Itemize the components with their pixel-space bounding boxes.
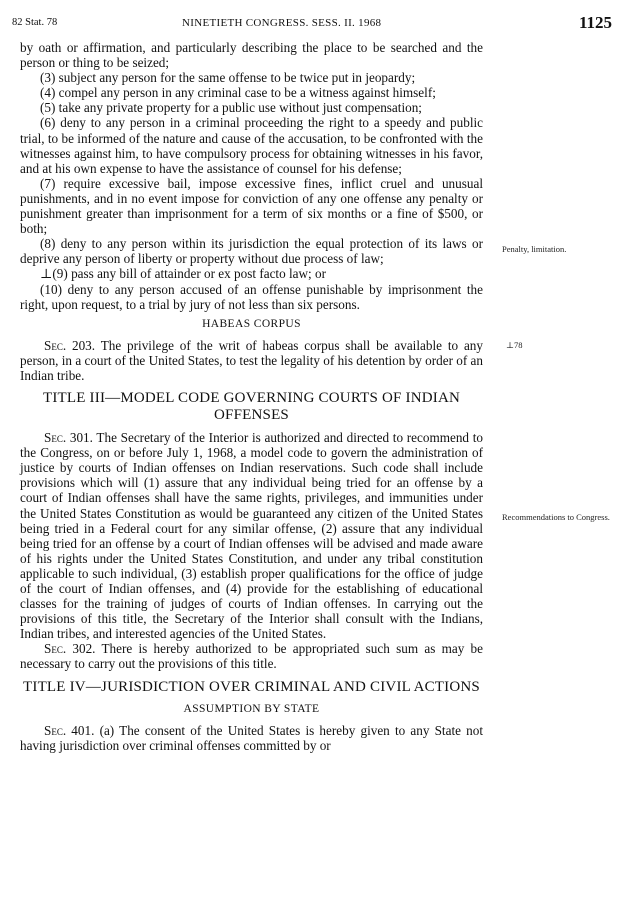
assumption-heading: ASSUMPTION BY STATE	[183, 702, 320, 715]
section-302	[20, 641, 483, 671]
margin-note-page-ref: ⊥78	[506, 340, 523, 350]
section-301-label: Sec. 301.	[44, 430, 93, 446]
habeas-heading: HABEAS CORPUS	[202, 317, 301, 330]
section-401-label: Sec. 401.	[44, 722, 95, 738]
margin-note-recommendations: Recommendations to Congress.	[502, 512, 610, 522]
running-head: NINETIETH CONGRESS. SESS. II. 1968	[182, 17, 382, 29]
title-3-heading: TITLE III—MODEL CODE GOVERNING COURTS OF INDIAN OFFENSES	[42, 390, 461, 424]
section-401	[20, 723, 483, 753]
page-header	[12, 13, 612, 35]
section-203-text: The privilege of the writ of habeas corpus shall be available to any person, in a court of the United States, to test the legality of his detention by order of an Indian tribe.	[20, 337, 483, 383]
clause-10: (10) deny to any person accused of an offense punishable by imprisonment the right, upon request, to a trial by jury of not less than six persons.	[20, 281, 483, 312]
clause-9: ⊥(9) pass any bill of attainder or ex post facto law; or	[40, 266, 326, 282]
margin-note-penalty: Penalty, limitation.	[502, 244, 567, 254]
clause-6: (6) deny to any person in a criminal proceeding the right to a speedy and public trial, to be informed of the nature and cause of the accusation, to be confronted with the witnesses against him, to have compulsory process for obtaining witnesses in his favor, and at his own expense to have the assistance of counsel for his defense;	[20, 115, 483, 176]
clause-7: (7) require excessive bail, impose excessive fines, inflict cruel and unusual punishments, and in no event impose for conviction of any one offense any penalty or punishment greater than imprisonment for a term of six months or a fine of $500, or both;	[20, 175, 483, 237]
statute-citation: 82 Stat. 78	[12, 17, 58, 28]
clause-5: (5) take any private property for a public use without just compensation;	[40, 100, 422, 116]
section-203	[20, 338, 483, 383]
clause-3: (3) subject any person for the same offense to be twice put in jeopardy;	[40, 70, 416, 86]
clause-8: (8) deny to any person within its jurisdiction the equal protection of its laws or deprive any person of liberty or property without due process of law;	[20, 236, 483, 267]
main-text-column	[20, 40, 483, 753]
section-301	[20, 430, 483, 641]
paragraph-continuation: by oath or affirmation, and particularly describing the place to be searched and the person or thing to be seized;	[20, 40, 483, 71]
section-302-text: There is hereby authorized to be appropriated such sum as may be necessary to carry out the provisions of this title.	[20, 641, 483, 672]
page-number: 1125	[578, 13, 612, 32]
title-4-heading: TITLE IV—JURISDICTION OVER CRIMINAL AND CIVIL ACTIONS	[23, 678, 480, 695]
section-401-text: (a) The consent of the United States is hereby given to any State not having jurisdiction over criminal offenses committed by or	[20, 722, 483, 753]
clause-4: (4) compel any person in any criminal case to be a witness against himself;	[40, 85, 436, 101]
section-301-text: The Secretary of the Interior is authorized and directed to recommend to the Congress, on or before July 1, 1968, a model code to govern the administration of justice by courts of Indian offenses on Indian reservations. Such code shall include provisions which will (1) assure that any individual being tried for an offense by a court of Indian offenses shall have the same rights, privileges, and immunities under the United States Constitution as would be guaranteed any citizen of the United States being tried in a Federal court for any similar offense, (2) assure that any individual being tried for an offense by a court of Indian offenses will be advised and made aware of his rights under the United States Constitution, and under any tribal constitution applicable to such individual, (3) establish proper qualifications for the office of judge of the court of Indian offenses, and (4) provide for the establishing of educational classes for the training of judges of courts of Indian offenses. In carrying out the provisions of this title, the Secretary of the Interior shall consult with the Indians, Indian tribes, and interested agencies of the United States.	[20, 430, 483, 642]
section-203-label: Sec. 203.	[44, 337, 96, 353]
section-302-label: Sec. 302.	[44, 641, 96, 657]
